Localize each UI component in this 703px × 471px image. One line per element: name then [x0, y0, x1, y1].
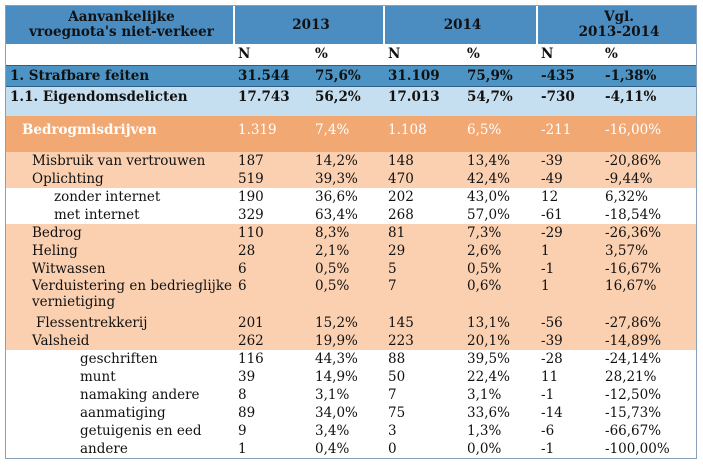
- header-comparison: [537, 6, 696, 44]
- table-row: [6, 332, 696, 350]
- cell-n-diff: 12: [537, 188, 601, 206]
- cell-n-2013: 17.743: [234, 86, 311, 108]
- cell-n-2013: 190: [234, 188, 311, 206]
- cell-n-2013: 28: [234, 242, 311, 260]
- row-label: met internet: [6, 206, 234, 224]
- cell-n-diff: -1: [537, 440, 601, 458]
- table-row: [6, 422, 696, 440]
- subheader-n-2013: N: [234, 44, 311, 65]
- table-row: [6, 242, 696, 260]
- cell-pct-2014: 0,0%: [463, 440, 537, 458]
- table-row: [6, 260, 696, 278]
- table-row: [6, 116, 696, 144]
- cell-pct-2013: 56,2%: [311, 86, 384, 108]
- cell-n-2013: 110: [234, 224, 311, 242]
- cell-n-2014: 50: [384, 368, 463, 386]
- cell-n-diff: 11: [537, 368, 601, 386]
- cell-n-2014: 1.108: [384, 116, 463, 144]
- cell-pct-2014: 0,5%: [463, 260, 537, 278]
- cell-pct-2013: 75,6%: [311, 65, 384, 86]
- cell-n-2013: 1.319: [234, 116, 311, 144]
- subheader-pct-2014: %: [463, 44, 537, 65]
- cell-pct-2013: 34,0%: [311, 404, 384, 422]
- table-row: [6, 278, 696, 314]
- cell-n-diff: 1: [537, 242, 601, 260]
- cell-n-diff: -39: [537, 152, 601, 170]
- table-row: [6, 188, 696, 206]
- cell-n-2013: 6: [234, 260, 311, 278]
- row-label: 1.1. Eigendomsdelicten: [6, 86, 234, 108]
- row-label: munt: [6, 368, 234, 386]
- cell-pct-2014: 33,6%: [463, 404, 537, 422]
- cell-n-2014: 81: [384, 224, 463, 242]
- table-row: [6, 170, 696, 188]
- cell-n-2014: 88: [384, 350, 463, 368]
- cell-pct-diff: -4,11%: [601, 86, 696, 108]
- cell-n-2014: 145: [384, 314, 463, 332]
- cell-pct-2014: 43,0%: [463, 188, 537, 206]
- cell-n-2013: 6: [234, 278, 311, 314]
- row-label: 1. Strafbare feiten: [6, 65, 234, 86]
- cell-pct-2014: 39,5%: [463, 350, 537, 368]
- cell-pct-diff: -9,44%: [601, 170, 696, 188]
- row-label: Oplichting: [6, 170, 234, 188]
- cell-pct-2013: 2,1%: [311, 242, 384, 260]
- row-label: Bedrog: [6, 224, 234, 242]
- cell-n-2014: 268: [384, 206, 463, 224]
- cell-n-2014: 29: [384, 242, 463, 260]
- row-label: Flessentrekkerij: [6, 314, 234, 332]
- cell-pct-diff: -16,67%: [601, 260, 696, 278]
- subheader-n-diff: N: [537, 44, 601, 65]
- cell-pct-2014: 54,7%: [463, 86, 537, 108]
- cell-n-diff: -211: [537, 116, 601, 144]
- cell-pct-2013: 0,5%: [311, 278, 384, 314]
- cell-pct-2014: 22,4%: [463, 368, 537, 386]
- table-row: [6, 224, 696, 242]
- row-label: geschriften: [6, 350, 234, 368]
- cell-n-2014: 470: [384, 170, 463, 188]
- cell-pct-diff: -20,86%: [601, 152, 696, 170]
- spacer-cell: [6, 144, 696, 152]
- cell-n-2014: 7: [384, 278, 463, 314]
- cell-pct-2013: 36,6%: [311, 188, 384, 206]
- statistics-table-frame: [5, 5, 697, 459]
- row-label: zonder internet: [6, 188, 234, 206]
- cell-pct-diff: 28,21%: [601, 368, 696, 386]
- cell-pct-2014: 57,0%: [463, 206, 537, 224]
- cell-n-2013: 89: [234, 404, 311, 422]
- cell-pct-2013: 14,9%: [311, 368, 384, 386]
- cell-pct-2014: 3,1%: [463, 386, 537, 404]
- table-row: [6, 206, 696, 224]
- cell-pct-2013: 44,3%: [311, 350, 384, 368]
- cell-n-diff: -1: [537, 386, 601, 404]
- cell-pct-diff: 6,32%: [601, 188, 696, 206]
- cell-n-2013: 519: [234, 170, 311, 188]
- cell-n-2014: 202: [384, 188, 463, 206]
- cell-pct-2014: 6,5%: [463, 116, 537, 144]
- row-label: Witwassen: [6, 260, 234, 278]
- header-category-line2: vroegnota's niet-verkeer: [29, 24, 214, 40]
- cell-pct-diff: -66,67%: [601, 422, 696, 440]
- header-year-2014: 2014: [384, 6, 537, 44]
- spacer-cell: [6, 108, 696, 116]
- table-row: [6, 350, 696, 368]
- cell-pct-diff: -14,89%: [601, 332, 696, 350]
- cell-n-2014: 0: [384, 440, 463, 458]
- cell-pct-diff: 16,67%: [601, 278, 696, 314]
- cell-pct-2013: 8,3%: [311, 224, 384, 242]
- cell-pct-2013: 39,3%: [311, 170, 384, 188]
- cell-n-diff: -39: [537, 332, 601, 350]
- header-category: [6, 6, 234, 44]
- cell-pct-2014: 7,3%: [463, 224, 537, 242]
- cell-n-2014: 17.013: [384, 86, 463, 108]
- cell-pct-2014: 2,6%: [463, 242, 537, 260]
- cell-pct-2014: 42,4%: [463, 170, 537, 188]
- cell-n-2013: 329: [234, 206, 311, 224]
- cell-pct-2014: 0,6%: [463, 278, 537, 314]
- cell-pct-2013: 19,9%: [311, 332, 384, 350]
- row-label: andere: [6, 440, 234, 458]
- cell-n-diff: -56: [537, 314, 601, 332]
- cell-pct-diff: -12,50%: [601, 386, 696, 404]
- subheader-row: [6, 44, 696, 65]
- subheader-blank: [6, 44, 234, 65]
- cell-n-2014: 7: [384, 386, 463, 404]
- cell-n-diff: -61: [537, 206, 601, 224]
- cell-n-2014: 5: [384, 260, 463, 278]
- cell-n-2013: 116: [234, 350, 311, 368]
- cell-pct-diff: -27,86%: [601, 314, 696, 332]
- cell-n-2014: 75: [384, 404, 463, 422]
- cell-n-2013: 8: [234, 386, 311, 404]
- row-label: aanmatiging: [6, 404, 234, 422]
- cell-pct-diff: 3,57%: [601, 242, 696, 260]
- cell-n-2013: 31.544: [234, 65, 311, 86]
- subheader-pct-diff: %: [601, 44, 696, 65]
- spacer-row: [6, 108, 696, 116]
- cell-pct-2014: 13,1%: [463, 314, 537, 332]
- cell-n-diff: -6: [537, 422, 601, 440]
- cell-pct-diff: -26,36%: [601, 224, 696, 242]
- table-row: [6, 440, 696, 458]
- table-row: [6, 65, 696, 86]
- cell-pct-2014: 1,3%: [463, 422, 537, 440]
- cell-n-diff: -435: [537, 65, 601, 86]
- cell-pct-diff: -24,14%: [601, 350, 696, 368]
- cell-n-diff: -14: [537, 404, 601, 422]
- cell-n-2014: 223: [384, 332, 463, 350]
- row-label: getuigenis en eed: [6, 422, 234, 440]
- subheader-pct-2013: %: [311, 44, 384, 65]
- cell-n-2013: 187: [234, 152, 311, 170]
- cell-pct-diff: -100,00%: [601, 440, 696, 458]
- row-label: Misbruik van vertrouwen: [6, 152, 234, 170]
- cell-n-2013: 9: [234, 422, 311, 440]
- header-year-2013: 2013: [234, 6, 384, 44]
- cell-n-diff: -28: [537, 350, 601, 368]
- cell-pct-2014: 75,9%: [463, 65, 537, 86]
- cell-pct-2013: 3,1%: [311, 386, 384, 404]
- row-label: Bedrogmisdrijven: [6, 116, 234, 144]
- cell-n-2014: 148: [384, 152, 463, 170]
- cell-n-diff: -49: [537, 170, 601, 188]
- cell-n-2013: 262: [234, 332, 311, 350]
- cell-pct-2013: 0,5%: [311, 260, 384, 278]
- header-comparison-line1: Vgl.: [604, 9, 634, 25]
- spacer-row: [6, 144, 696, 152]
- header-category-line1: Aanvankelijke: [68, 9, 175, 25]
- statistics-table: [6, 6, 696, 458]
- cell-pct-2014: 13,4%: [463, 152, 537, 170]
- cell-n-diff: -730: [537, 86, 601, 108]
- table-row: [6, 368, 696, 386]
- cell-n-2014: 3: [384, 422, 463, 440]
- cell-pct-diff: -18,54%: [601, 206, 696, 224]
- cell-n-2013: 39: [234, 368, 311, 386]
- cell-pct-2013: 7,4%: [311, 116, 384, 144]
- table-row: [6, 152, 696, 170]
- subheader-n-2014: N: [384, 44, 463, 65]
- table-row: [6, 404, 696, 422]
- cell-n-2013: 1: [234, 440, 311, 458]
- cell-pct-diff: -16,00%: [601, 116, 696, 144]
- cell-pct-2013: 14,2%: [311, 152, 384, 170]
- cell-pct-2014: 20,1%: [463, 332, 537, 350]
- cell-n-diff: -1: [537, 260, 601, 278]
- cell-pct-diff: -15,73%: [601, 404, 696, 422]
- cell-pct-2013: 63,4%: [311, 206, 384, 224]
- cell-pct-2013: 15,2%: [311, 314, 384, 332]
- cell-n-diff: 1: [537, 278, 601, 314]
- table-row: [6, 86, 696, 108]
- cell-n-diff: -29: [537, 224, 601, 242]
- cell-n-2014: 31.109: [384, 65, 463, 86]
- header-row: [6, 6, 696, 44]
- header-comparison-line2: 2013-2014: [578, 24, 660, 40]
- cell-pct-diff: -1,38%: [601, 65, 696, 86]
- row-label: namaking andere: [6, 386, 234, 404]
- cell-pct-2013: 3,4%: [311, 422, 384, 440]
- cell-pct-2013: 0,4%: [311, 440, 384, 458]
- table-row: [6, 314, 696, 332]
- cell-n-2013: 201: [234, 314, 311, 332]
- table-row: [6, 386, 696, 404]
- row-label: Heling: [6, 242, 234, 260]
- row-label: Valsheid: [6, 332, 234, 350]
- row-label: Verduistering en bedrieglijke vernietiging: [6, 278, 234, 314]
